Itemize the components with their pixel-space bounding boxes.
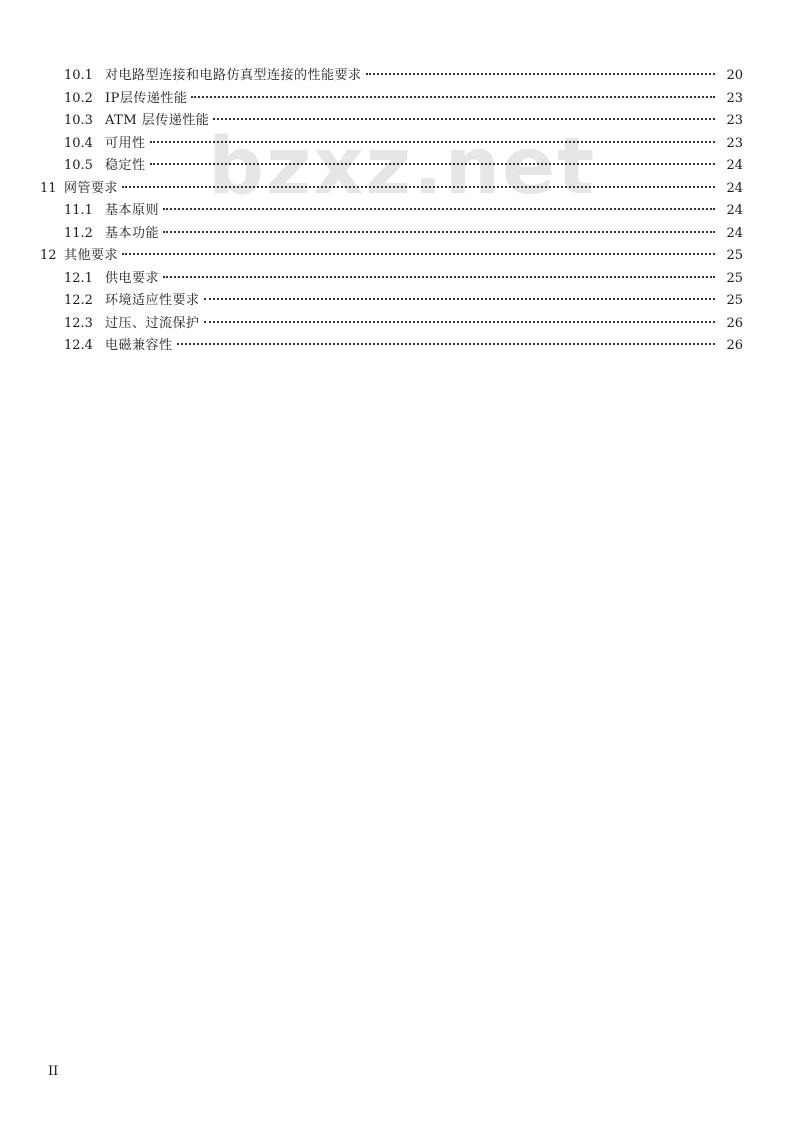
toc-entry-page: 20 [726,68,743,83]
toc-entry-page: 25 [726,248,743,263]
toc-entry-page: 23 [726,135,743,151]
toc-entry[interactable] [64,65,743,87]
toc-entry-page: 26 [726,338,743,353]
toc-entry-title: 基本原则 [105,203,160,218]
toc-entry-title: 可用性 [105,135,146,151]
toc-entry-number: 11.2 [64,225,93,241]
toc-entry-number: 11.1 [64,203,93,218]
toc-entry-number: 10.4 [64,135,93,151]
toc-entry-number: 12.4 [64,338,93,353]
toc-entry-number: 12.2 [64,293,93,308]
toc-entry-page: 25 [726,293,743,308]
toc-entry-title: ATM 层传递性能 [105,113,210,128]
dot-leader [150,162,715,165]
toc-entry[interactable] [64,268,743,290]
toc-entry[interactable] [40,178,743,200]
toc-entry-title: 基本功能 [105,225,160,241]
toc-entry-title: IP层传递性能 [105,90,188,106]
toc-entry-title: 电磁兼容性 [105,338,173,353]
toc-entry-title: 过压、过流保护 [105,315,200,331]
toc-entry[interactable] [64,88,743,110]
dot-leader [204,297,715,300]
toc-entry[interactable] [40,245,743,267]
toc-entry-number: 12.1 [64,270,93,286]
dot-leader [191,95,715,98]
toc-entry[interactable] [64,155,743,177]
toc-entry-number: 10.2 [64,90,93,106]
toc-entry-page: 26 [726,315,743,331]
toc-entry[interactable] [64,110,743,132]
dot-leader [177,342,715,345]
toc-entry-number: 11 [40,180,57,196]
toc-entry-page: 23 [726,113,743,128]
dot-leader [163,230,715,233]
toc-entry-page: 24 [726,225,743,241]
toc-entry[interactable] [64,290,743,312]
toc-entry-title: 环境适应性要求 [105,293,200,308]
toc-entry-number: 12 [40,248,57,263]
dot-leader [122,185,715,188]
toc-entry[interactable] [64,313,743,335]
toc-entry-page: 25 [726,270,743,286]
toc-entry-title: 稳定性 [105,158,146,173]
toc-entry-title: 供电要求 [105,270,160,286]
watermark: bzxz.net [208,122,597,212]
toc-entry-page: 24 [726,158,743,173]
dot-leader [122,252,715,255]
toc-entry[interactable] [64,133,743,155]
toc-entry-title: 其他要求 [64,248,119,263]
toc-entry-title: 对电路型连接和电路仿真型连接的性能要求 [105,68,362,83]
toc-entry-number: 10.3 [64,113,93,128]
page-number-footer: II [48,1064,59,1079]
toc-entry-page: 24 [726,180,743,196]
toc-entry-number: 10.5 [64,158,93,173]
toc-entry[interactable] [64,335,743,357]
dot-leader [213,117,715,120]
toc-entry-title: 网管要求 [64,180,119,196]
dot-leader [163,275,715,278]
toc-entry[interactable] [64,200,743,222]
dot-leader [163,207,715,210]
dot-leader [204,320,715,323]
toc-entry-number: 10.1 [64,68,93,83]
toc-entry-number: 12.3 [64,315,93,331]
dot-leader [366,72,715,75]
toc-entry[interactable] [64,223,743,245]
toc-entry-page: 24 [726,203,743,218]
toc-entry-page: 23 [726,90,743,106]
dot-leader [150,140,715,143]
